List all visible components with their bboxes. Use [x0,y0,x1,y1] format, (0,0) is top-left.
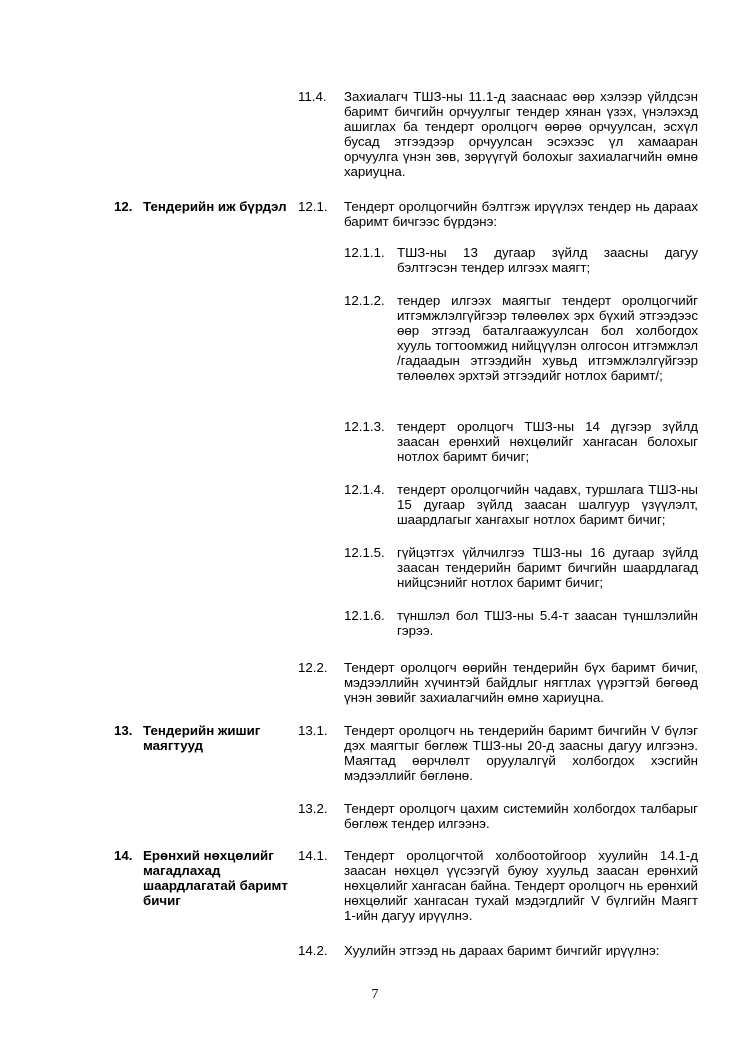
paragraph-text: Тендерт оролцогч нь тендерийн баримт бичгийн V бүлэг дэх маягтыг бөглөж ТШЗ-ны 20-д заасны дагуу илгээнэ. Маягтад өөрчлөлт оруулалгүй холбогдох хэсгийн мэдээллийг бөглөнө. [344,723,698,783]
subparagraph-number: 12.1.3. [344,419,385,434]
section-title: Тендерийн жишиг маягтууд [143,723,261,753]
section-title: Тендерийн иж бүрдэл [143,199,287,214]
subparagraph-number: 12.1.2. [344,293,385,308]
paragraph-text: Хуулийн этгээд нь дараах баримт бичгийг ирүүлнэ: [344,943,660,958]
paragraph-text: Тендерт оролцогч цахим системийн холбогдох талбарыг бөглөж тендер илгээнэ. [344,801,698,831]
paragraph-number: 14.2. [298,943,328,958]
subparagraph-text: ТШЗ-ны 13 дугаар зүйлд заасны дагуу бэлтгэсэн тендер илгээх маягт; [397,245,698,275]
subparagraph-number: 12.1.6. [344,608,385,623]
subparagraph-number: 12.1.1. [344,245,385,260]
section-number: 14. [114,848,133,863]
section-title: Ерөнхий нөхцөлийг магадлахад шаардлагатай баримт бичиг [143,848,288,908]
paragraph-text: Тендерт оролцогч өөрийн тендерийн бүх баримт бичиг, мэдээллийн хүчинтэй байдлыг нягтлах үүрэгтэй бөгөөд үнэн зөвийг захиалагчийн өмнө хариуцна. [344,660,698,705]
subparagraph-text: тендерт оролцогч ТШЗ-ны 14 дүгээр зүйлд заасан ерөнхий нөхцөлийг хангасан болохыг нотлох баримт бичиг; [397,419,698,464]
paragraph-number: 13.1. [298,723,328,738]
section-number: 13. [114,723,133,738]
paragraph-number: 13.2. [298,801,328,816]
paragraph-text: Тендерт оролцогчтой холбоотойгоор хуулийн 14.1-д заасан нөхцөл үүсээгүй буюу хуульд заасан ерөнхий нөхцөлийг хангасан байна. Тендерт оролцогч нь ерөнхий нөхцөлийг хангасан тухай мэдэгдлийг V бүлгийн Маягт 1-ийн дагуу ирүүлнэ. [344,848,698,923]
paragraph-number: 11.4. [298,89,327,104]
paragraph-number: 12.2. [298,660,328,675]
page-number: 7 [371,987,379,1002]
subparagraph-text: тендер илгээх маягтыг тендерт оролцогчийг итгэмжлэлгүйгээр төлөөлөх эрх бүхий этгээдээс өөр этгээд баталгаажуулсан бол холбогдох хууль тогтоомжид нийцүүлэн олгосон итгэмжлэл /гадаадын этгээдийн хувьд итгэмжлэлгүйгээр төлөөлөх эрхтэй этгээдийг нотлох баримт/; [397,293,698,383]
subparagraph-text: тендерт оролцогчийн чадавх, туршлага ТШЗ-ны 15 дугаар зүйлд заасан шалгуур үзүүлэлт, шаардлагыг хангахыг нотлох баримт бичиг; [397,482,698,527]
subparagraph-number: 12.1.4. [344,482,385,497]
subparagraph-text: түншлэл бол ТШЗ-ны 5.4-т заасан түншлэлийн гэрээ. [397,608,698,638]
paragraph-number: 12.1. [298,199,328,214]
section-number: 12. [114,199,133,214]
paragraph-text: Захиалагч ТШЗ-ны 11.1-д зааснаас өөр хэлээр үйлдсэн баримт бичгийн орчуулгыг тендер хянан үзэх, үнэлэхэд ашиглах ба тендерт оролцогч өөрөө орчуулсан, эсхүл бусад этгээдээр орчуулсан эсэхээс үл хамааран орчуулга үнэн зөв, зөрүүгүй болохыг захиалагчийн өмнө хариуцна. [344,89,698,179]
subparagraph-number: 12.1.5. [344,545,385,560]
paragraph-number: 14.1. [298,848,328,863]
paragraph-text: Тендерт оролцогчийн бэлтгэж ирүүлэх тендер нь дараах баримт бичгээс бүрдэнэ: [344,199,698,229]
subparagraph-text: гүйцэтгэх үйлчилгээ ТШЗ-ны 16 дугаар зүйлд заасан тендерийн баримт бичгийн шаардлагад нийцсэнийг нотлох баримт бичиг; [397,545,698,590]
